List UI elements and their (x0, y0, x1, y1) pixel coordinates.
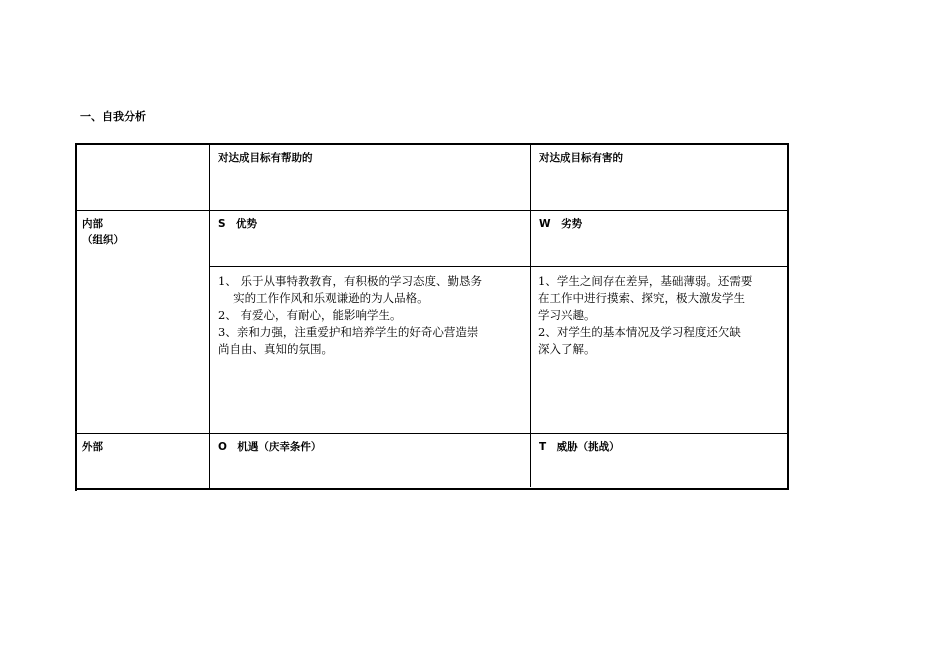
column-header-harmful: 对达成目标有害的 (539, 152, 623, 164)
table-border-left (75, 143, 77, 491)
row-label-external: 外部 (82, 441, 103, 453)
weakness-line: 1、学生之间存在差异，基础薄弱。还需要 (538, 274, 753, 288)
threats-label: T 威胁（挑战） (539, 441, 620, 453)
weakness-line: 深入了解。 (538, 342, 596, 356)
table-border-top (75, 143, 789, 145)
table-border-bottom (75, 488, 789, 490)
strengths-content (218, 273, 482, 358)
row-label-internal: 内部 (82, 218, 103, 230)
opportunities-label: O 机遇（庆幸条件） (218, 441, 322, 453)
strength-line: 3、亲和力强，注重爱护和培养学生的好奇心营造崇 (218, 325, 479, 339)
table-divider-col1 (209, 145, 210, 490)
weakness-line: 在工作中进行摸索、探究，极大激发学生 (538, 291, 745, 305)
table-divider-row1 (77, 210, 787, 211)
strength-line: 1、 乐于从事特教教育，有积极的学习态度、勤恳务 (218, 274, 482, 288)
row-label-internal-sub: （组织） (82, 234, 124, 246)
column-header-helpful: 对达成目标有帮助的 (218, 152, 313, 164)
weaknesses-label: W 劣势 (539, 218, 583, 230)
table-border-right (787, 143, 789, 490)
strengths-label: S 优势 (218, 218, 258, 230)
strength-line: 2、 有爱心，有耐心，能影响学生。 (218, 308, 402, 322)
table-divider-row3 (77, 433, 787, 434)
weakness-line: 2、对学生的基本情况及学习程度还欠缺 (538, 325, 741, 339)
table-divider-row2 (210, 266, 787, 267)
strength-line: 实的工作作风和乐观谦逊的为人品格。 (218, 291, 429, 305)
section-heading: 一、自我分析 (80, 110, 146, 123)
weaknesses-content (538, 273, 752, 358)
strength-line: 尚自由、真知的氛围。 (218, 342, 333, 356)
weakness-line: 学习兴趣。 (538, 308, 596, 322)
table-divider-col2 (530, 145, 531, 487)
